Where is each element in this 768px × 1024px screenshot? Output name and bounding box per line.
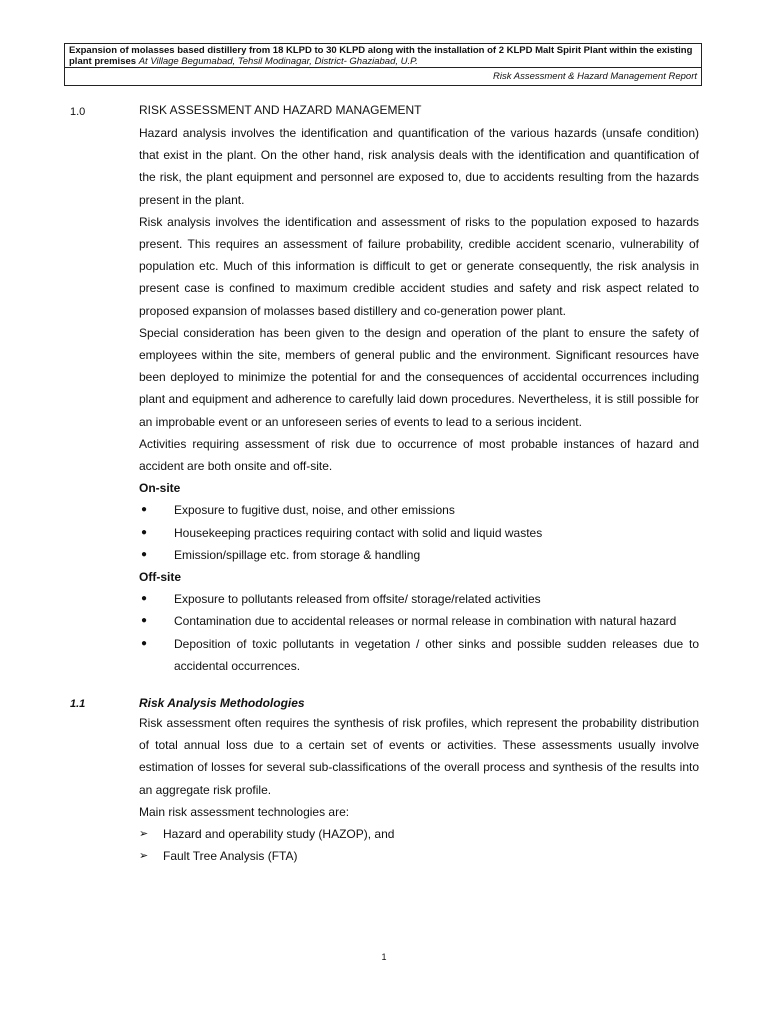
list-item-text: Contamination due to accidental releases or normal release in combination with natural hazard [174,614,677,629]
paragraph: Risk analysis involves the identification and assessment of risks to the population exposed to hazards present. This requires an assessment of failure probability, credible accident scenario, vulnerability of population etc. Much of this information is difficult to get or generate consequently, the risk analysis in present case is confined to maximum credible accident studies and safety and risk aspect related to proposed expansion of molasses based distillery and co-generation power plant. [139,214,699,318]
list-item [139,522,699,544]
section-risk-analysis-body [139,712,699,867]
offsite-list [139,588,699,677]
list-item-text: Exposure to fugitive dust, noise, and other emissions [174,503,455,518]
bullet-icon: ● [141,548,148,560]
bullet-icon: ● [141,615,148,627]
arrow-bullet-icon: ➢ [139,828,149,841]
list-item [139,544,699,566]
bullet-icon: ● [141,593,148,605]
list-item-text: Deposition of toxic pollutants in vegetation / other sinks and possible sudden releases due to accidental occurrences. [174,636,699,673]
section-number: 1.0 [70,106,86,118]
methodology-list [139,823,699,867]
list-item-text: Housekeeping practices requiring contact with solid and liquid wastes [174,525,543,540]
bullet-icon: ● [141,526,148,538]
paragraph: Hazard analysis involves the identification and quantification of the various hazards (unsafe condition) that exist in the plant. On the other hand, risk analysis deals with the identification and quantification of the risk, the plant equipment and personnel are exposed to, due to accidents resulting from the hazards present in the plant. [139,126,699,207]
section-title: RISK ASSESSMENT AND HAZARD MANAGEMENT [139,103,422,117]
paragraph: Activities requiring assessment of risk due to occurrence of most probable instances of hazard and accident are both onsite and off-site. [139,436,699,474]
offsite-heading: Off-site [139,570,181,585]
list-item [139,499,699,521]
list-item-text: Exposure to pollutants released from offsite/ storage/related activities [174,592,541,607]
header-location: At Village Begumabad, Tehsil Modinagar, District- Ghaziabad, U.P. [138,56,418,67]
section-number: 1.1 [70,698,86,710]
onsite-heading: On-site [139,481,181,496]
list-item [139,588,699,610]
bullet-icon: ● [141,504,148,516]
list-item [139,633,699,677]
header-report-name: Risk Assessment & Hazard Management Report [493,71,697,82]
list-item [139,823,699,845]
onsite-list [139,499,699,566]
header-title: Expansion of molasses based distillery from 18 KLPD to 30 KLPD along with the installation of 2 KLPD Malt Spirit Plant within the existing plant premises [69,45,693,67]
list-item [139,845,699,867]
paragraph: Risk assessment often requires the synthesis of risk profiles, which represent the probability distribution of total annual loss due to a certain set of events or activities. These assessments usually involve estimation of losses for several sub-classifications of the overall process and synthesis of the results into an aggregate risk profile. [139,716,699,797]
paragraph: Special consideration has been given to the design and operation of the plant to ensure the safety of employees within the site, members of general public and the environment. Significant resources have been deployed to minimize the potential for and the consequences of accidental occurrences including plant and equipment and adherence to carefully laid down procedures. Nevertheless, it is still possible for an improbable event or an unforeseen series of events to lead to a serious incident. [139,325,699,429]
paragraph: Main risk assessment technologies are: [139,804,350,819]
list-item-text: Emission/spillage etc. from storage & handling [174,547,421,562]
list-item [139,610,699,632]
section-risk-assessment-body [139,122,699,677]
bullet-icon: ● [141,637,148,649]
section-title: Risk Analysis Methodologies [139,696,305,710]
list-item-text: Fault Tree Analysis (FTA) [163,849,298,864]
list-item-text: Hazard and operability study (HAZOP), and [163,827,395,842]
page-header [64,43,702,86]
page-number: 1 [381,952,387,962]
arrow-bullet-icon: ➢ [139,850,149,863]
header-title-row [65,44,701,68]
